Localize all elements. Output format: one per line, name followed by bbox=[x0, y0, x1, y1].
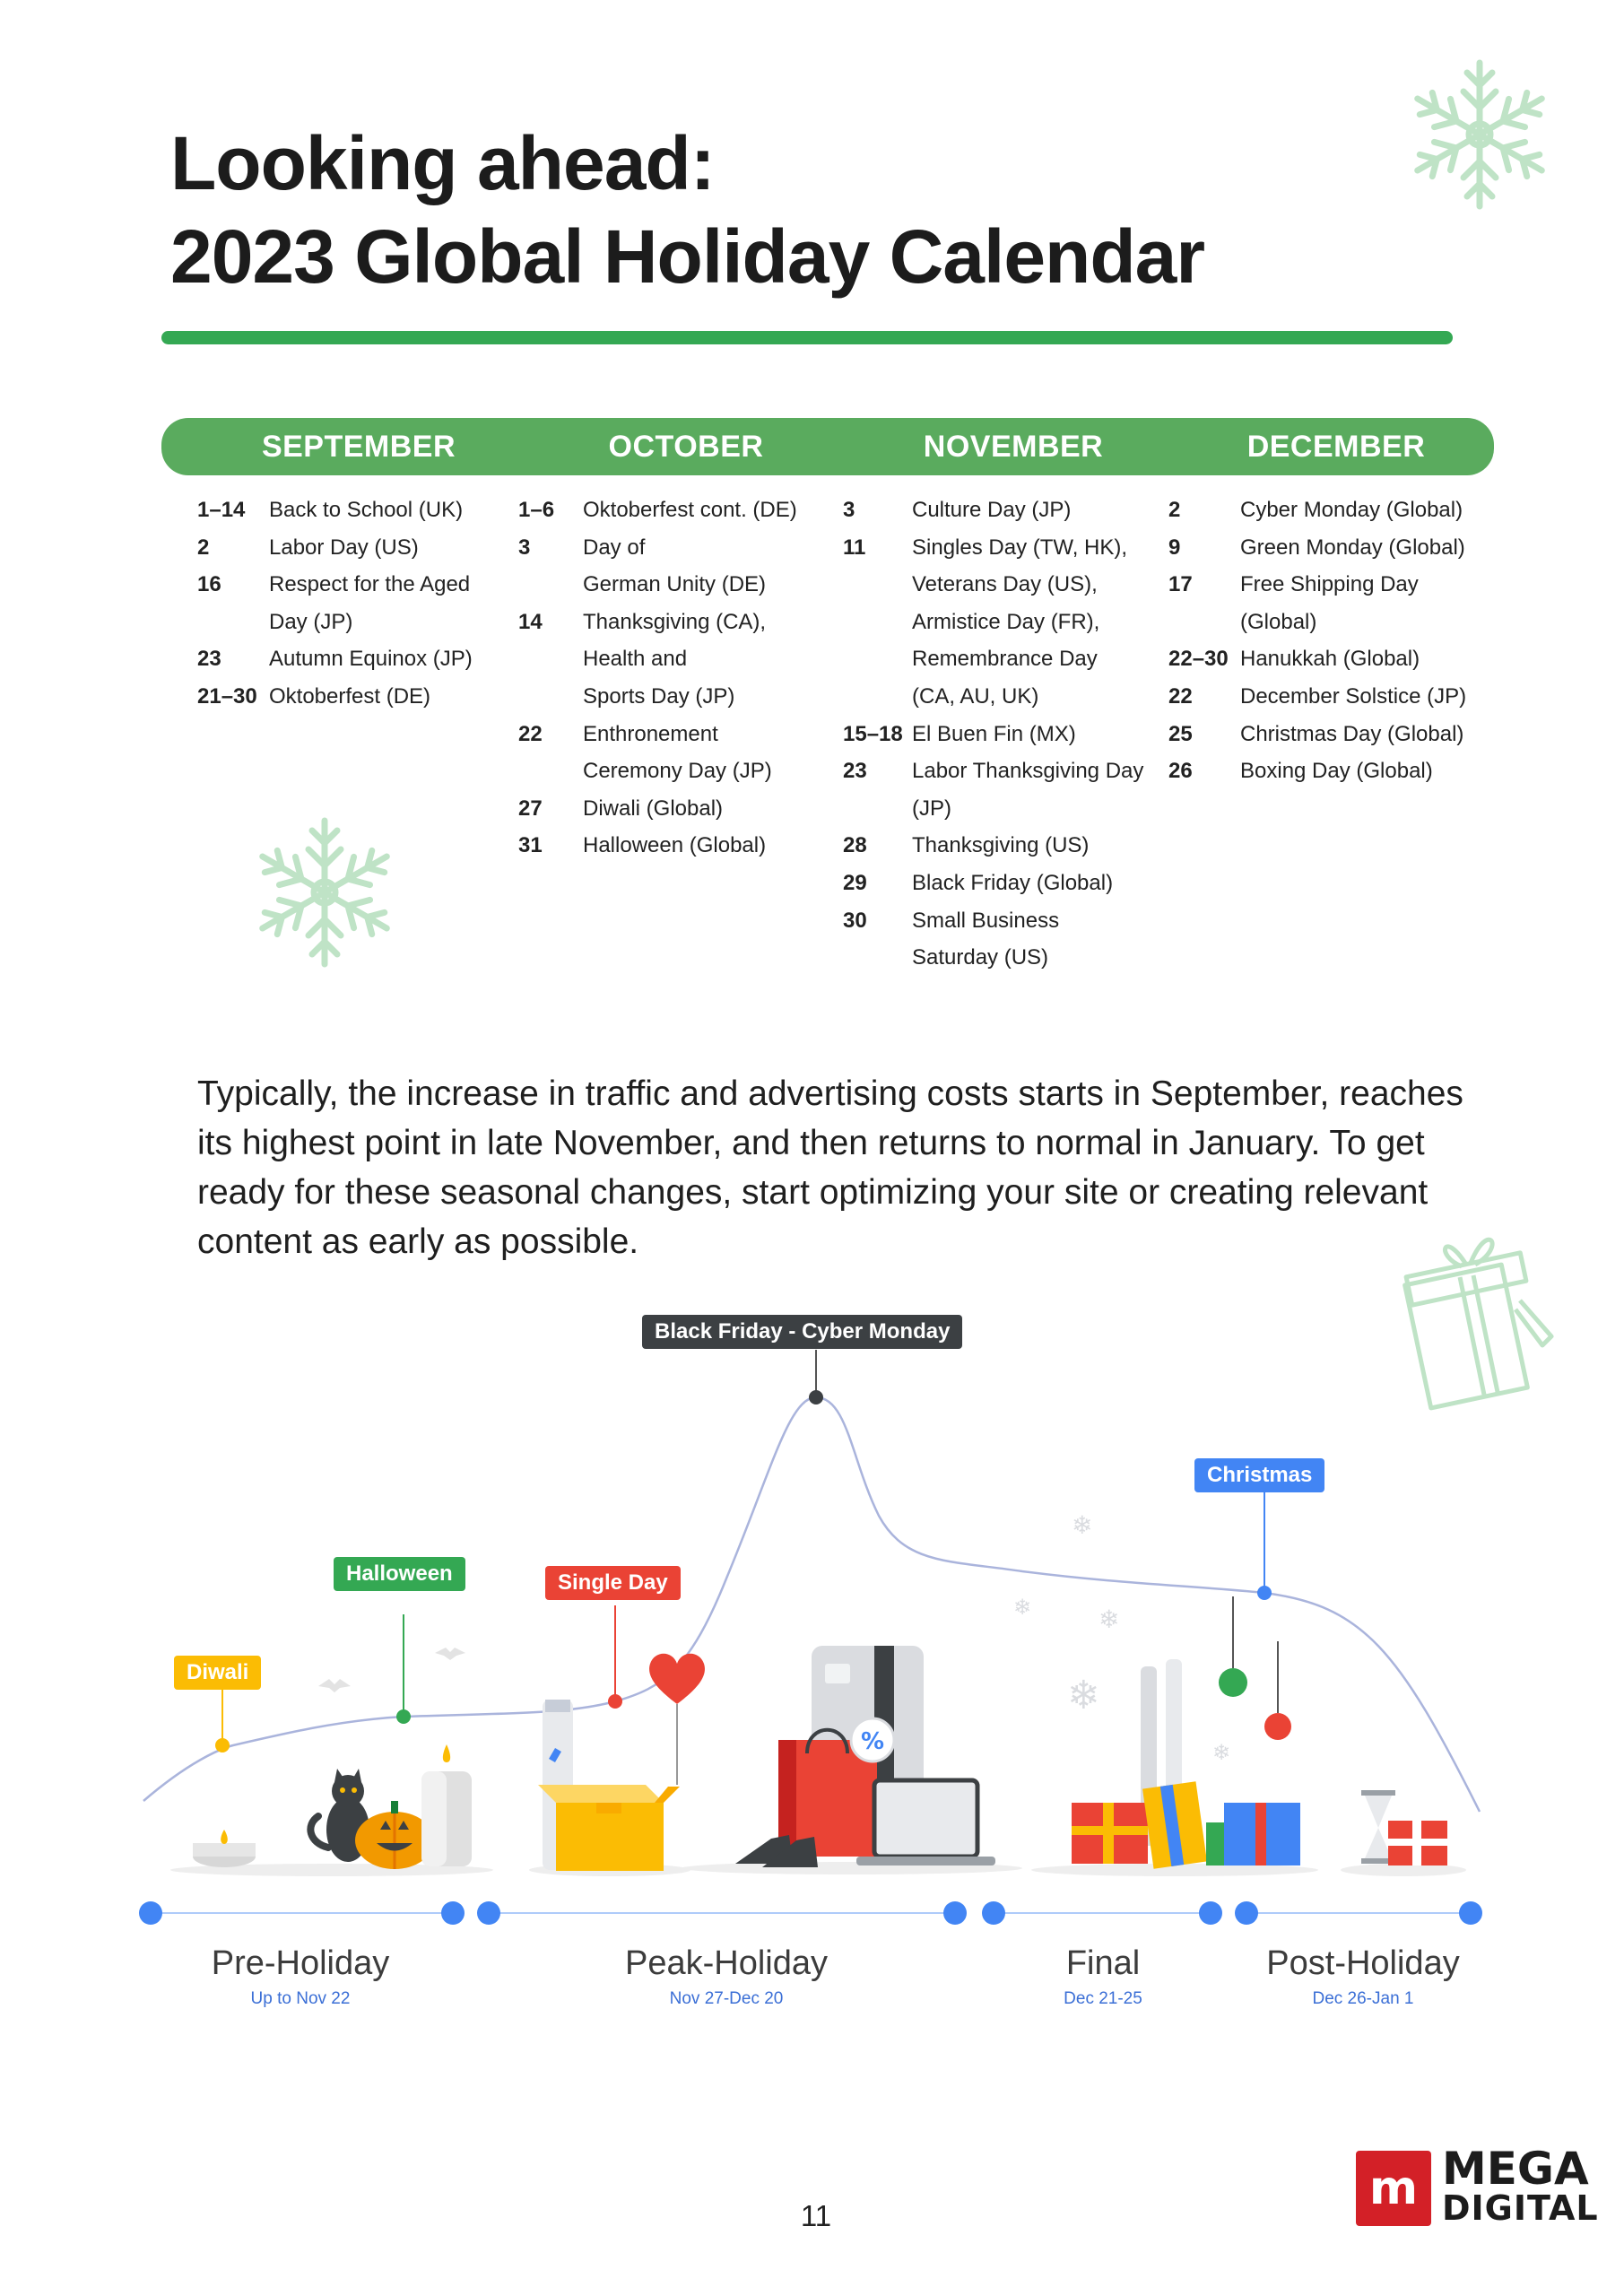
month-december: DECEMBER bbox=[1246, 430, 1426, 464]
event-name: Culture Day (JP) bbox=[912, 498, 1072, 522]
event-date: 11 bbox=[843, 535, 866, 560]
calendar-row bbox=[1168, 752, 1491, 790]
tag-black-friday: Black Friday - Cyber Monday bbox=[642, 1315, 962, 1349]
page-title bbox=[170, 117, 1336, 303]
month-september: SEPTEMBER bbox=[261, 430, 456, 464]
event-date: 30 bbox=[843, 908, 867, 933]
calendar-row bbox=[197, 529, 502, 567]
svg-text:%: % bbox=[860, 1728, 885, 1755]
event-name: Green Monday (Global) bbox=[1240, 535, 1465, 560]
calendar-row bbox=[843, 752, 1148, 790]
phase-final-range: Dec 21-25 bbox=[1064, 1989, 1142, 2008]
calendar-row bbox=[843, 902, 1148, 940]
event-name: (Global) bbox=[1240, 609, 1317, 634]
event-name: Thanksgiving (US) bbox=[912, 833, 1090, 858]
event-date: 23 bbox=[843, 759, 867, 784]
event-date: 22–30 bbox=[1168, 647, 1229, 672]
tall-candle-icon bbox=[421, 1744, 472, 1866]
box-icon bbox=[538, 1785, 680, 1871]
event-name: Oktoberfest cont. (DE) bbox=[583, 498, 797, 522]
phase-peak-holiday-range: Nov 27-Dec 20 bbox=[669, 1989, 784, 2008]
event-name: (CA, AU, UK) bbox=[912, 683, 1039, 709]
event-name: Enthronement bbox=[583, 721, 718, 746]
title-line-1: Looking ahead: bbox=[170, 121, 715, 205]
logo-text-mega: MEGA bbox=[1442, 2143, 1589, 2195]
event-name: El Buen Fin (MX) bbox=[912, 721, 1076, 746]
calendar-row bbox=[197, 678, 502, 716]
event-date: 29 bbox=[843, 870, 867, 895]
event-date: 3 bbox=[518, 535, 531, 560]
phase-post-holiday: Post-Holiday bbox=[1266, 1944, 1460, 1982]
high-heels-icon bbox=[735, 1835, 818, 1867]
event-name: Halloween (Global) bbox=[583, 833, 767, 858]
event-date: 1–6 bbox=[518, 498, 555, 522]
title-divider bbox=[161, 331, 1453, 344]
svg-text:❄: ❄ bbox=[1072, 1510, 1093, 1540]
calendar-row bbox=[197, 640, 502, 678]
calendar-row bbox=[197, 566, 502, 604]
event-date: 31 bbox=[518, 833, 543, 858]
event-name: Hanukkah (Global) bbox=[1240, 647, 1420, 672]
svg-text:❄: ❄ bbox=[1212, 1740, 1231, 1765]
event-date: 28 bbox=[843, 833, 867, 858]
bat-icon bbox=[318, 1648, 465, 1692]
event-name: Respect for the Aged bbox=[269, 572, 471, 597]
calendar-row bbox=[518, 491, 823, 529]
calendar-row bbox=[1168, 640, 1491, 678]
tag-diwali: Diwali bbox=[174, 1656, 261, 1690]
calendar-row bbox=[518, 716, 823, 753]
month-november: NOVEMBER bbox=[923, 430, 1104, 464]
event-name: Saturday (US) bbox=[912, 945, 1049, 970]
calendar-row bbox=[843, 790, 1148, 828]
logo-mark-letter: m bbox=[1368, 2161, 1419, 2215]
intro-paragraph: Typically, the increase in traffic and advertising costs starts in September, reaches its highest point in late November, and then returns to normal in January. To get ready for these seasonal changes, start optimizing your site or creating relevant content as early as possible. bbox=[197, 1074, 1463, 1261]
phase-peak-holiday: Peak-Holiday bbox=[625, 1944, 828, 1982]
event-name: Day (JP) bbox=[269, 609, 353, 634]
event-name: Black Friday (Global) bbox=[912, 870, 1114, 895]
title-line-2: 2023 Global Holiday Calendar bbox=[170, 214, 1205, 299]
event-date: 3 bbox=[843, 498, 855, 522]
phase-pre-holiday: Pre-Holiday bbox=[211, 1944, 390, 1982]
calendar-row bbox=[843, 529, 1148, 567]
event-date: 26 bbox=[1168, 759, 1193, 784]
event-name: Remembrance Day bbox=[912, 647, 1098, 672]
calendar-row bbox=[843, 566, 1148, 604]
tag-christmas: Christmas bbox=[1194, 1458, 1324, 1492]
snowflake-icon bbox=[244, 812, 405, 973]
heart-balloon-icon bbox=[649, 1654, 705, 1785]
event-name: Labor Thanksgiving Day bbox=[912, 759, 1144, 784]
event-name: Armistice Day (FR), bbox=[912, 609, 1100, 634]
event-name: Thanksgiving (CA), bbox=[583, 609, 767, 634]
event-name: Autumn Equinox (JP) bbox=[269, 647, 473, 672]
event-date: 21–30 bbox=[197, 683, 257, 709]
calendar-row bbox=[1168, 491, 1491, 529]
tag-single-day: Single Day bbox=[545, 1566, 681, 1600]
logo-text-digital: DIGITAL bbox=[1442, 2188, 1599, 2228]
event-date: 14 bbox=[518, 609, 543, 634]
small-gift-icon bbox=[1388, 1821, 1447, 1866]
tag-halloween: Halloween bbox=[334, 1557, 465, 1591]
event-date: 2 bbox=[1168, 498, 1181, 522]
gifts-icon bbox=[1072, 1781, 1300, 1868]
event-name: Sports Day (JP) bbox=[583, 683, 735, 709]
event-date: 17 bbox=[1168, 572, 1193, 597]
event-date: 16 bbox=[197, 572, 221, 597]
calendar-row bbox=[843, 827, 1148, 865]
event-name: Diwali (Global) bbox=[583, 796, 724, 821]
event-name: Labor Day (US) bbox=[269, 535, 419, 560]
calendar-row bbox=[1168, 529, 1491, 567]
diwali-candle-icon bbox=[193, 1830, 256, 1867]
svg-text:❄: ❄ bbox=[1099, 1605, 1120, 1634]
calendar-row bbox=[518, 678, 823, 716]
event-date: 23 bbox=[197, 647, 221, 672]
snowflake-icon bbox=[1399, 54, 1560, 215]
calendar-row bbox=[1168, 716, 1491, 753]
event-name: Ceremony Day (JP) bbox=[583, 759, 772, 784]
november-events bbox=[843, 491, 1148, 977]
event-name: Veterans Day (US), bbox=[912, 572, 1098, 597]
phase-final: Final bbox=[1065, 1944, 1141, 1982]
event-name: Christmas Day (Global) bbox=[1240, 721, 1464, 746]
laptop-icon bbox=[856, 1780, 995, 1866]
december-events bbox=[1168, 491, 1491, 790]
calendar-row bbox=[843, 640, 1148, 678]
calendar-row bbox=[197, 604, 502, 641]
event-name: Oktoberfest (DE) bbox=[269, 683, 431, 709]
calendar-row bbox=[843, 865, 1148, 902]
event-name: December Solstice (JP) bbox=[1240, 683, 1467, 709]
calendar-row bbox=[843, 716, 1148, 753]
event-name: Back to School (UK) bbox=[269, 498, 464, 522]
calendar-row bbox=[843, 939, 1148, 977]
month-october: OCTOBER bbox=[608, 430, 764, 464]
ornament-icon bbox=[1219, 1596, 1291, 1740]
calendar-row bbox=[518, 827, 823, 865]
calendar-row bbox=[1168, 678, 1491, 716]
event-name: Free Shipping Day bbox=[1240, 572, 1419, 597]
event-name: (JP) bbox=[912, 796, 951, 821]
calendar-row bbox=[843, 491, 1148, 529]
event-name: Boxing Day (Global) bbox=[1240, 759, 1433, 784]
calendar-row bbox=[518, 566, 823, 604]
calendar-row bbox=[518, 529, 823, 567]
calendar-row bbox=[843, 678, 1148, 716]
event-name: Singles Day (TW, HK), bbox=[912, 535, 1128, 560]
calendar-row bbox=[1168, 604, 1491, 641]
snowflake-sparkle-icon bbox=[1013, 1510, 1230, 1765]
page-number: 11 bbox=[800, 2199, 832, 2232]
event-name: Health and bbox=[583, 647, 688, 672]
event-name: Small Business bbox=[912, 908, 1060, 933]
event-date: 2 bbox=[197, 535, 210, 560]
event-date: 15–18 bbox=[843, 721, 903, 746]
calendar-row bbox=[197, 491, 502, 529]
phase-pre-holiday-range: Up to Nov 22 bbox=[250, 1989, 351, 2008]
event-name: Cyber Monday (Global) bbox=[1240, 498, 1463, 522]
calendar-row bbox=[518, 752, 823, 790]
event-name: German Unity (DE) bbox=[583, 572, 767, 597]
september-events bbox=[197, 491, 502, 716]
calendar-row bbox=[518, 640, 823, 678]
calendar-row bbox=[843, 604, 1148, 641]
calendar-row bbox=[1168, 566, 1491, 604]
svg-text:❄: ❄ bbox=[1013, 1595, 1032, 1620]
event-date: 22 bbox=[1168, 683, 1193, 709]
calendar-row bbox=[518, 604, 823, 641]
event-date: 9 bbox=[1168, 535, 1181, 560]
calendar-month-header bbox=[161, 418, 1494, 475]
event-date: 25 bbox=[1168, 721, 1193, 746]
event-date: 27 bbox=[518, 796, 543, 821]
phase-post-holiday-range: Dec 26-Jan 1 bbox=[1312, 1989, 1414, 2008]
svg-text:❄: ❄ bbox=[1067, 1673, 1100, 1718]
event-date: 22 bbox=[518, 721, 543, 746]
calendar-row bbox=[518, 790, 823, 828]
october-events bbox=[518, 491, 823, 865]
event-date: 1–14 bbox=[197, 498, 246, 522]
event-name: Day of bbox=[583, 535, 646, 560]
